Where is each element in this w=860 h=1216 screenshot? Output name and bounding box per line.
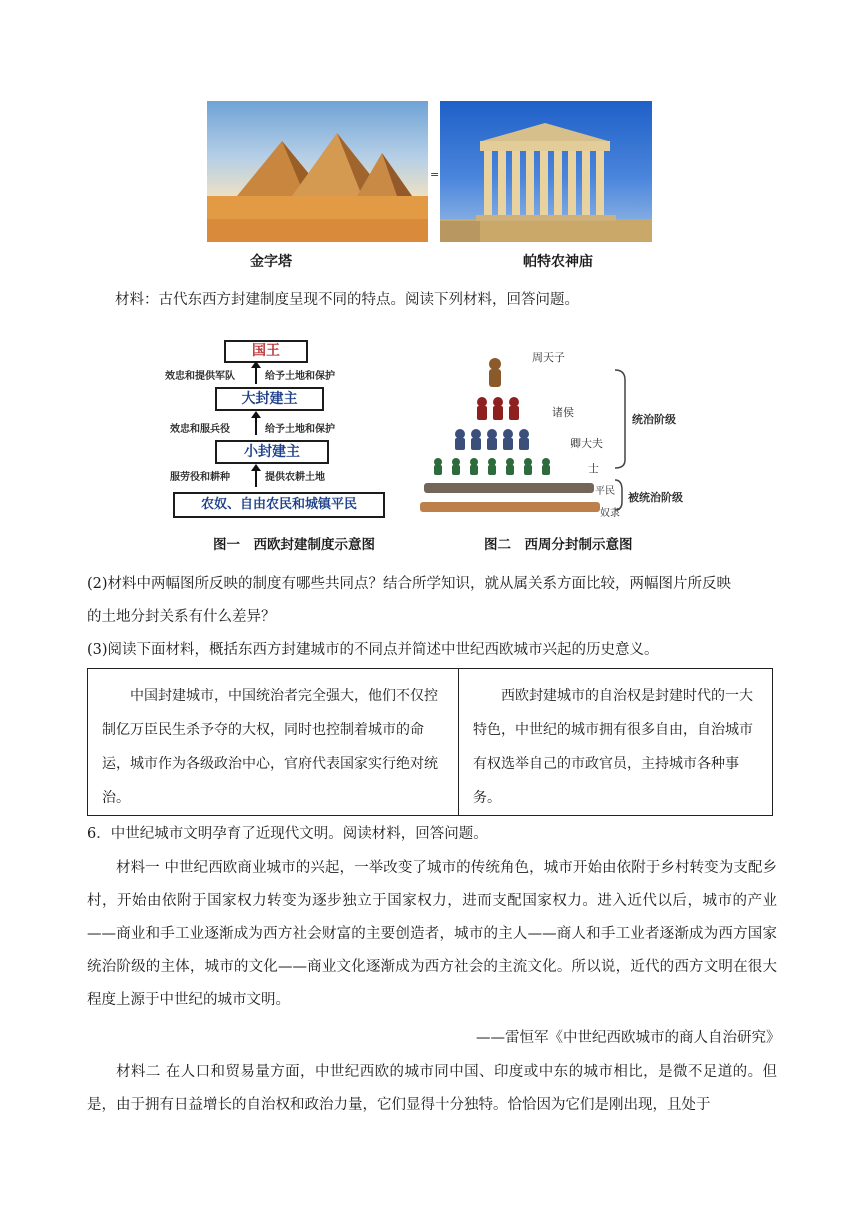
pingmin-label: 平民 xyxy=(595,486,615,497)
west-feudal-diagram xyxy=(160,337,395,522)
arrow-2 xyxy=(255,417,257,435)
parthenon-caption: 帕特农神庙 xyxy=(523,254,593,270)
question-2-line-1: (2)材料中两幅图所反映的制度有哪些共同点？结合所学知识，就从属关系方面比较，两幅图片所反映 xyxy=(87,576,732,592)
duty-label-1: 效忠和提供军队 xyxy=(165,371,235,382)
zhou-feudal-diagram xyxy=(410,350,692,520)
intro-text: 材料：古代东西方封建制度呈现不同的特点。阅读下列材料，回答问题。 xyxy=(115,292,579,308)
pyramid-caption: 金字塔 xyxy=(250,254,292,270)
qingdafu-label: 卿大夫 xyxy=(570,437,603,450)
zhou-diagram-caption: 图二 西周分封制示意图 xyxy=(484,537,633,553)
question-3: (3)阅读下面材料，概括东西方封建城市的不同点并简述中世纪西欧城市兴起的历史意义。 xyxy=(87,642,659,658)
shi-label: 士 xyxy=(588,462,599,475)
material-1-source: ——雷恒军《中世纪西欧城市的商人自治研究》 xyxy=(476,1030,781,1046)
arrow-1 xyxy=(255,367,257,384)
minor-lord-box: 小封建主 xyxy=(215,440,329,464)
grant-label-1: 给予土地和保护 xyxy=(265,371,335,382)
duty-label-3: 服劳役和耕种 xyxy=(170,472,230,483)
ruled-class-label: 被统治阶级 xyxy=(628,491,683,504)
arrow-3 xyxy=(255,470,257,487)
material-1: 材料一 中世纪西欧商业城市的兴起，一举改变了城市的传统角色，城市开始由依附于乡村转变为支配乡村，开始由依附于国家权力转变为逐步独立于国家权力，进而支配国家权力。进入近代以后，城市的产业——商业和手工业逐渐成为西方社会财富的主要创造者，城市的主人——商人和手工业者逐渐成为西方国家统治阶级的主体，城市的文化——商业文化逐渐成为西方社会的主流文化。所以说，近代的西方文明在很大程度上源于中世纪的城市文明。 xyxy=(87,860,777,1008)
ruling-class-label: 统治阶级 xyxy=(632,413,676,426)
zhuhou-label: 诸侯 xyxy=(552,406,574,419)
question-2 xyxy=(87,568,777,634)
great-lord-box: 大封建主 xyxy=(215,387,324,411)
china-city-cell: 中国封建城市，中国统治者完全强大，他们不仅控制亿万臣民生杀予夺的大权，同时也控制着城市的命运，城市作为各级政治中心，官府代表国家实行绝对统治。 xyxy=(88,669,459,816)
grant-label-2: 给予土地和保护 xyxy=(265,424,335,435)
pyramid-photo xyxy=(207,101,428,242)
west-city-cell: 西欧封建城市的自治权是封建时代的一大特色，中世纪的城市拥有很多自由，自治城市有权选举自己的市政官员，主持城市各种事务。 xyxy=(459,669,773,816)
grant-label-3: 提供农耕土地 xyxy=(265,472,325,483)
parthenon-photo xyxy=(440,101,652,242)
equals-sign: = xyxy=(430,168,440,181)
peasants-box: 农奴、自由农民和城镇平民 xyxy=(173,492,385,518)
tianzi-label: 周天子 xyxy=(532,351,565,364)
material-2: 材料二 在人口和贸易量方面，中世纪西欧的城市同中国、印度或中东的城市相比，是微不足道的。但是，由于拥有日益增长的自治权和政治力量，它们显得十分独特。恰恰因为它们是刚出现，且处于 xyxy=(87,1064,777,1113)
west-diagram-caption: 图一 西欧封建制度示意图 xyxy=(213,537,375,553)
question-2-line-2: 的土地分封关系有什么差异？ xyxy=(87,609,276,625)
pyramid-drawing xyxy=(207,101,428,242)
question-6: 6．中世纪城市文明孕育了近现代文明。阅读材料，回答问题。 xyxy=(87,826,488,842)
duty-label-2: 效忠和服兵役 xyxy=(170,424,230,435)
nuli-label: 奴隶 xyxy=(600,508,620,519)
comparison-table xyxy=(87,668,773,816)
king-box: 国王 xyxy=(224,340,308,363)
parthenon-drawing xyxy=(440,101,652,242)
